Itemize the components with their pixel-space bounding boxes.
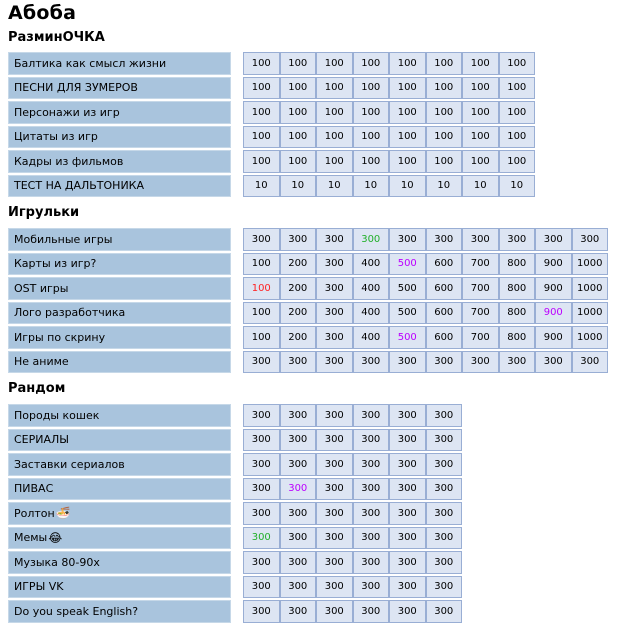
row-gap bbox=[231, 502, 243, 525]
category-label: Музыка 80-90х bbox=[14, 555, 100, 569]
category-row bbox=[8, 551, 462, 574]
question-cell[interactable]: 900 bbox=[535, 277, 572, 300]
question-cell[interactable]: 300 bbox=[353, 600, 390, 623]
question-cell[interactable]: 10 bbox=[316, 175, 353, 198]
question-cell[interactable]: 1000 bbox=[572, 253, 609, 276]
question-cell[interactable]: 300 bbox=[426, 551, 463, 574]
question-cell[interactable]: 300 bbox=[243, 351, 280, 374]
question-cell[interactable]: 100 bbox=[499, 126, 536, 149]
category-label: Персонажи из игр bbox=[14, 105, 120, 119]
category-name bbox=[8, 453, 231, 476]
question-cell[interactable]: 300 bbox=[389, 527, 426, 550]
category-row bbox=[8, 101, 535, 124]
question-cell[interactable]: 600 bbox=[426, 302, 463, 325]
question-cell[interactable]: 200 bbox=[280, 326, 317, 349]
question-cell[interactable]: 300 bbox=[426, 453, 463, 476]
category-row bbox=[8, 404, 462, 427]
question-cell[interactable]: 100 bbox=[316, 52, 353, 75]
question-cell[interactable]: 10 bbox=[499, 175, 536, 198]
question-grid-razminochka bbox=[8, 52, 535, 199]
question-cell[interactable]: 600 bbox=[426, 277, 463, 300]
question-cell[interactable]: 100 bbox=[389, 77, 426, 100]
category-label: Не аниме bbox=[14, 355, 69, 369]
row-gap bbox=[231, 527, 243, 550]
question-cell[interactable]: 300 bbox=[316, 277, 353, 300]
category-label: Игры по скрину bbox=[14, 330, 106, 344]
question-cell[interactable]: 300 bbox=[316, 228, 353, 251]
category-name bbox=[8, 52, 231, 75]
question-cell[interactable]: 300 bbox=[426, 527, 463, 550]
question-cell[interactable]: 100 bbox=[243, 77, 280, 100]
category-row bbox=[8, 326, 608, 349]
row-gap bbox=[231, 150, 243, 173]
question-cell[interactable]: 900 bbox=[535, 302, 572, 325]
question-cell[interactable]: 300 bbox=[535, 228, 572, 251]
category-row bbox=[8, 77, 535, 100]
row-gap bbox=[231, 302, 243, 325]
question-cell[interactable]: 400 bbox=[353, 302, 390, 325]
category-label: ТЕСТ НА ДАЛЬТОНИКА bbox=[14, 179, 145, 193]
question-cell[interactable]: 300 bbox=[426, 478, 463, 501]
question-cell[interactable]: 100 bbox=[243, 101, 280, 124]
question-cell[interactable]: 500 bbox=[389, 326, 426, 349]
question-cell[interactable]: 300 bbox=[389, 600, 426, 623]
question-cell[interactable]: 300 bbox=[389, 502, 426, 525]
question-cell[interactable]: 800 bbox=[499, 326, 536, 349]
question-cell[interactable]: 10 bbox=[353, 175, 390, 198]
question-cell[interactable]: 300 bbox=[243, 600, 280, 623]
category-label: OST игры bbox=[14, 281, 69, 295]
question-cell[interactable]: 300 bbox=[353, 502, 390, 525]
question-cell[interactable]: 100 bbox=[243, 326, 280, 349]
question-cell[interactable]: 100 bbox=[426, 101, 463, 124]
question-cell[interactable]: 300 bbox=[353, 527, 390, 550]
row-gap bbox=[231, 576, 243, 599]
category-row bbox=[8, 277, 608, 300]
question-cell[interactable]: 300 bbox=[389, 429, 426, 452]
question-cell[interactable]: 800 bbox=[499, 253, 536, 276]
question-cell[interactable]: 300 bbox=[316, 429, 353, 452]
question-cell[interactable]: 100 bbox=[243, 253, 280, 276]
question-cell[interactable]: 100 bbox=[462, 77, 499, 100]
question-cell[interactable]: 100 bbox=[243, 302, 280, 325]
category-row bbox=[8, 253, 608, 276]
question-cell[interactable]: 300 bbox=[316, 404, 353, 427]
section-title-razminochka: РазминОЧКА bbox=[8, 30, 105, 45]
question-cell[interactable]: 200 bbox=[280, 277, 317, 300]
question-cell[interactable]: 300 bbox=[316, 551, 353, 574]
category-label: ПИВАС bbox=[14, 482, 54, 496]
question-cell[interactable]: 300 bbox=[243, 527, 280, 550]
category-name bbox=[8, 551, 231, 574]
question-cell[interactable]: 300 bbox=[316, 576, 353, 599]
question-cell[interactable]: 500 bbox=[389, 302, 426, 325]
category-name bbox=[8, 126, 231, 149]
question-cell[interactable]: 300 bbox=[243, 576, 280, 599]
question-cell[interactable]: 300 bbox=[280, 478, 317, 501]
category-row bbox=[8, 150, 535, 173]
category-label: Цитаты из игр bbox=[14, 130, 98, 144]
category-label: ПЕСНИ ДЛЯ ЗУМЕРОВ bbox=[14, 81, 138, 95]
question-cell[interactable]: 300 bbox=[316, 478, 353, 501]
category-row bbox=[8, 52, 535, 75]
row-gap bbox=[231, 429, 243, 452]
question-cell[interactable]: 300 bbox=[353, 351, 390, 374]
question-cell[interactable]: 500 bbox=[389, 277, 426, 300]
question-cell[interactable]: 100 bbox=[316, 101, 353, 124]
question-cell[interactable]: 600 bbox=[426, 253, 463, 276]
question-cell[interactable]: 100 bbox=[353, 150, 390, 173]
question-cell[interactable]: 200 bbox=[280, 302, 317, 325]
question-cell[interactable]: 300 bbox=[280, 576, 317, 599]
category-name bbox=[8, 302, 231, 325]
question-cell[interactable]: 300 bbox=[243, 404, 280, 427]
question-cell[interactable]: 100 bbox=[353, 52, 390, 75]
category-label: Кадры из фильмов bbox=[14, 154, 124, 168]
category-name bbox=[8, 600, 231, 623]
row-gap bbox=[231, 551, 243, 574]
question-cell[interactable]: 300 bbox=[462, 351, 499, 374]
category-row bbox=[8, 429, 462, 452]
question-cell[interactable]: 300 bbox=[243, 228, 280, 251]
row-gap bbox=[231, 253, 243, 276]
category-label: Мемы bbox=[14, 531, 48, 545]
question-cell[interactable]: 100 bbox=[280, 101, 317, 124]
question-cell[interactable]: 100 bbox=[243, 277, 280, 300]
question-cell[interactable]: 300 bbox=[389, 453, 426, 476]
category-name bbox=[8, 404, 231, 427]
question-cell[interactable]: 600 bbox=[426, 326, 463, 349]
row-gap bbox=[231, 277, 243, 300]
category-row bbox=[8, 453, 462, 476]
question-cell[interactable]: 300 bbox=[389, 478, 426, 501]
question-cell[interactable]: 100 bbox=[426, 77, 463, 100]
question-cell[interactable]: 100 bbox=[499, 150, 536, 173]
question-cell[interactable]: 300 bbox=[572, 351, 609, 374]
question-cell[interactable]: 300 bbox=[280, 600, 317, 623]
question-cell[interactable]: 100 bbox=[280, 77, 317, 100]
category-name bbox=[8, 326, 231, 349]
category-name bbox=[8, 77, 231, 100]
question-cell[interactable]: 300 bbox=[280, 453, 317, 476]
question-cell[interactable]: 100 bbox=[353, 101, 390, 124]
question-cell[interactable]: 300 bbox=[243, 551, 280, 574]
row-gap bbox=[231, 175, 243, 198]
row-gap bbox=[231, 126, 243, 149]
row-gap bbox=[231, 77, 243, 100]
question-cell[interactable]: 300 bbox=[316, 527, 353, 550]
question-cell[interactable]: 300 bbox=[243, 453, 280, 476]
category-label: Ролтон bbox=[14, 506, 55, 520]
question-cell[interactable]: 100 bbox=[243, 52, 280, 75]
row-gap bbox=[231, 478, 243, 501]
question-cell[interactable]: 300 bbox=[316, 351, 353, 374]
question-cell[interactable]: 300 bbox=[426, 502, 463, 525]
question-cell[interactable]: 100 bbox=[499, 101, 536, 124]
category-label: Карты из игр? bbox=[14, 257, 97, 271]
category-row bbox=[8, 600, 462, 623]
question-cell[interactable]: 300 bbox=[426, 404, 463, 427]
question-cell[interactable]: 100 bbox=[316, 126, 353, 149]
question-cell[interactable]: 300 bbox=[389, 551, 426, 574]
category-row bbox=[8, 502, 462, 525]
question-cell[interactable]: 10 bbox=[280, 175, 317, 198]
page-title: Абоба bbox=[8, 2, 77, 24]
question-cell[interactable]: 700 bbox=[462, 326, 499, 349]
question-cell[interactable]: 300 bbox=[426, 600, 463, 623]
question-cell[interactable]: 300 bbox=[243, 478, 280, 501]
row-gap bbox=[231, 404, 243, 427]
category-label: Do you speak English? bbox=[14, 604, 139, 618]
question-cell[interactable]: 500 bbox=[389, 253, 426, 276]
question-cell[interactable]: 300 bbox=[426, 351, 463, 374]
question-cell[interactable]: 300 bbox=[462, 228, 499, 251]
question-cell[interactable]: 300 bbox=[280, 228, 317, 251]
question-cell[interactable]: 700 bbox=[462, 277, 499, 300]
row-gap bbox=[231, 326, 243, 349]
category-label: Породы кошек bbox=[14, 408, 100, 422]
question-cell[interactable]: 300 bbox=[316, 502, 353, 525]
question-cell[interactable]: 1000 bbox=[572, 326, 609, 349]
category-label: Заставки сериалов bbox=[14, 457, 125, 471]
row-gap bbox=[231, 453, 243, 476]
row-gap bbox=[231, 52, 243, 75]
category-emoji-icon: 😂 bbox=[48, 530, 63, 545]
category-name bbox=[8, 576, 231, 599]
question-cell[interactable]: 700 bbox=[462, 253, 499, 276]
question-cell[interactable]: 10 bbox=[426, 175, 463, 198]
question-cell[interactable]: 100 bbox=[353, 126, 390, 149]
category-name bbox=[8, 478, 231, 501]
question-cell[interactable]: 100 bbox=[462, 52, 499, 75]
question-cell[interactable]: 900 bbox=[535, 326, 572, 349]
question-cell[interactable]: 300 bbox=[353, 478, 390, 501]
question-cell[interactable]: 100 bbox=[462, 126, 499, 149]
question-cell[interactable]: 300 bbox=[280, 404, 317, 427]
question-cell[interactable]: 100 bbox=[389, 150, 426, 173]
category-name bbox=[8, 175, 231, 198]
category-row bbox=[8, 302, 608, 325]
question-cell[interactable]: 100 bbox=[462, 101, 499, 124]
category-label: СЕРИАЛЫ bbox=[14, 433, 69, 447]
category-label: Мобильные игры bbox=[14, 232, 113, 246]
question-cell[interactable]: 1000 bbox=[572, 277, 609, 300]
question-cell[interactable]: 100 bbox=[243, 150, 280, 173]
question-cell[interactable]: 300 bbox=[426, 576, 463, 599]
question-cell[interactable]: 300 bbox=[426, 228, 463, 251]
category-row bbox=[8, 478, 462, 501]
question-cell[interactable]: 100 bbox=[243, 126, 280, 149]
question-cell[interactable]: 100 bbox=[316, 150, 353, 173]
question-cell[interactable]: 900 bbox=[535, 253, 572, 276]
category-row bbox=[8, 527, 462, 550]
question-cell[interactable]: 100 bbox=[389, 101, 426, 124]
question-grid-random bbox=[8, 404, 462, 625]
category-name bbox=[8, 502, 231, 525]
question-cell[interactable]: 800 bbox=[499, 277, 536, 300]
section-title-igrulki: Игрульки bbox=[8, 205, 80, 220]
question-cell[interactable]: 100 bbox=[389, 126, 426, 149]
category-name bbox=[8, 429, 231, 452]
question-cell[interactable]: 100 bbox=[316, 77, 353, 100]
question-cell[interactable]: 300 bbox=[353, 429, 390, 452]
question-cell[interactable]: 1000 bbox=[572, 302, 609, 325]
question-cell[interactable]: 300 bbox=[316, 453, 353, 476]
question-cell[interactable]: 300 bbox=[535, 351, 572, 374]
question-cell[interactable]: 300 bbox=[353, 404, 390, 427]
question-cell[interactable]: 100 bbox=[462, 150, 499, 173]
category-name bbox=[8, 277, 231, 300]
question-cell[interactable]: 10 bbox=[243, 175, 280, 198]
category-name bbox=[8, 527, 231, 550]
question-cell[interactable]: 100 bbox=[426, 52, 463, 75]
question-cell[interactable]: 300 bbox=[353, 576, 390, 599]
question-cell[interactable]: 300 bbox=[243, 502, 280, 525]
category-label: ИГРЫ VK bbox=[14, 580, 64, 594]
question-cell[interactable]: 700 bbox=[462, 302, 499, 325]
question-cell[interactable]: 300 bbox=[426, 429, 463, 452]
question-cell[interactable]: 100 bbox=[389, 52, 426, 75]
question-cell[interactable]: 300 bbox=[316, 253, 353, 276]
category-name bbox=[8, 150, 231, 173]
question-cell[interactable]: 100 bbox=[499, 77, 536, 100]
category-row bbox=[8, 228, 608, 251]
question-cell[interactable]: 200 bbox=[280, 253, 317, 276]
question-cell[interactable]: 300 bbox=[280, 429, 317, 452]
question-cell[interactable]: 100 bbox=[353, 77, 390, 100]
category-name bbox=[8, 253, 231, 276]
question-cell[interactable]: 400 bbox=[353, 326, 390, 349]
row-gap bbox=[231, 101, 243, 124]
question-cell[interactable]: 10 bbox=[389, 175, 426, 198]
row-gap bbox=[231, 228, 243, 251]
category-row bbox=[8, 175, 535, 198]
question-cell[interactable]: 300 bbox=[389, 404, 426, 427]
category-row bbox=[8, 351, 608, 374]
question-cell[interactable]: 400 bbox=[353, 253, 390, 276]
question-cell[interactable]: 300 bbox=[280, 502, 317, 525]
question-cell[interactable]: 300 bbox=[353, 228, 390, 251]
question-cell[interactable]: 400 bbox=[353, 277, 390, 300]
category-name bbox=[8, 351, 231, 374]
question-cell[interactable]: 100 bbox=[499, 52, 536, 75]
category-name bbox=[8, 101, 231, 124]
question-cell[interactable]: 300 bbox=[499, 351, 536, 374]
question-cell[interactable]: 300 bbox=[572, 228, 609, 251]
row-gap bbox=[231, 600, 243, 623]
question-cell[interactable]: 100 bbox=[280, 52, 317, 75]
question-grid-igrulki bbox=[8, 228, 608, 375]
question-cell[interactable]: 100 bbox=[280, 150, 317, 173]
question-cell[interactable]: 300 bbox=[280, 551, 317, 574]
question-cell[interactable]: 300 bbox=[280, 351, 317, 374]
question-cell[interactable]: 100 bbox=[280, 126, 317, 149]
question-cell[interactable]: 300 bbox=[316, 302, 353, 325]
question-cell[interactable]: 100 bbox=[426, 150, 463, 173]
question-cell[interactable]: 300 bbox=[280, 527, 317, 550]
row-gap bbox=[231, 351, 243, 374]
category-name bbox=[8, 228, 231, 251]
category-emoji-icon: 🍜 bbox=[55, 506, 71, 521]
category-row bbox=[8, 126, 535, 149]
question-cell[interactable]: 800 bbox=[499, 302, 536, 325]
category-row bbox=[8, 576, 462, 599]
category-label: Лого разработчика bbox=[14, 306, 126, 320]
section-title-random: Рандом bbox=[8, 381, 66, 396]
question-cell[interactable]: 300 bbox=[316, 326, 353, 349]
question-cell[interactable]: 300 bbox=[353, 551, 390, 574]
question-cell[interactable]: 300 bbox=[243, 429, 280, 452]
question-cell[interactable]: 300 bbox=[353, 453, 390, 476]
question-cell[interactable]: 300 bbox=[389, 228, 426, 251]
question-cell[interactable]: 300 bbox=[389, 351, 426, 374]
question-cell[interactable]: 300 bbox=[389, 576, 426, 599]
category-label: Балтика как смысл жизни bbox=[14, 56, 167, 70]
question-cell[interactable]: 10 bbox=[462, 175, 499, 198]
question-cell[interactable]: 300 bbox=[499, 228, 536, 251]
question-cell[interactable]: 100 bbox=[426, 126, 463, 149]
question-cell[interactable]: 300 bbox=[316, 600, 353, 623]
